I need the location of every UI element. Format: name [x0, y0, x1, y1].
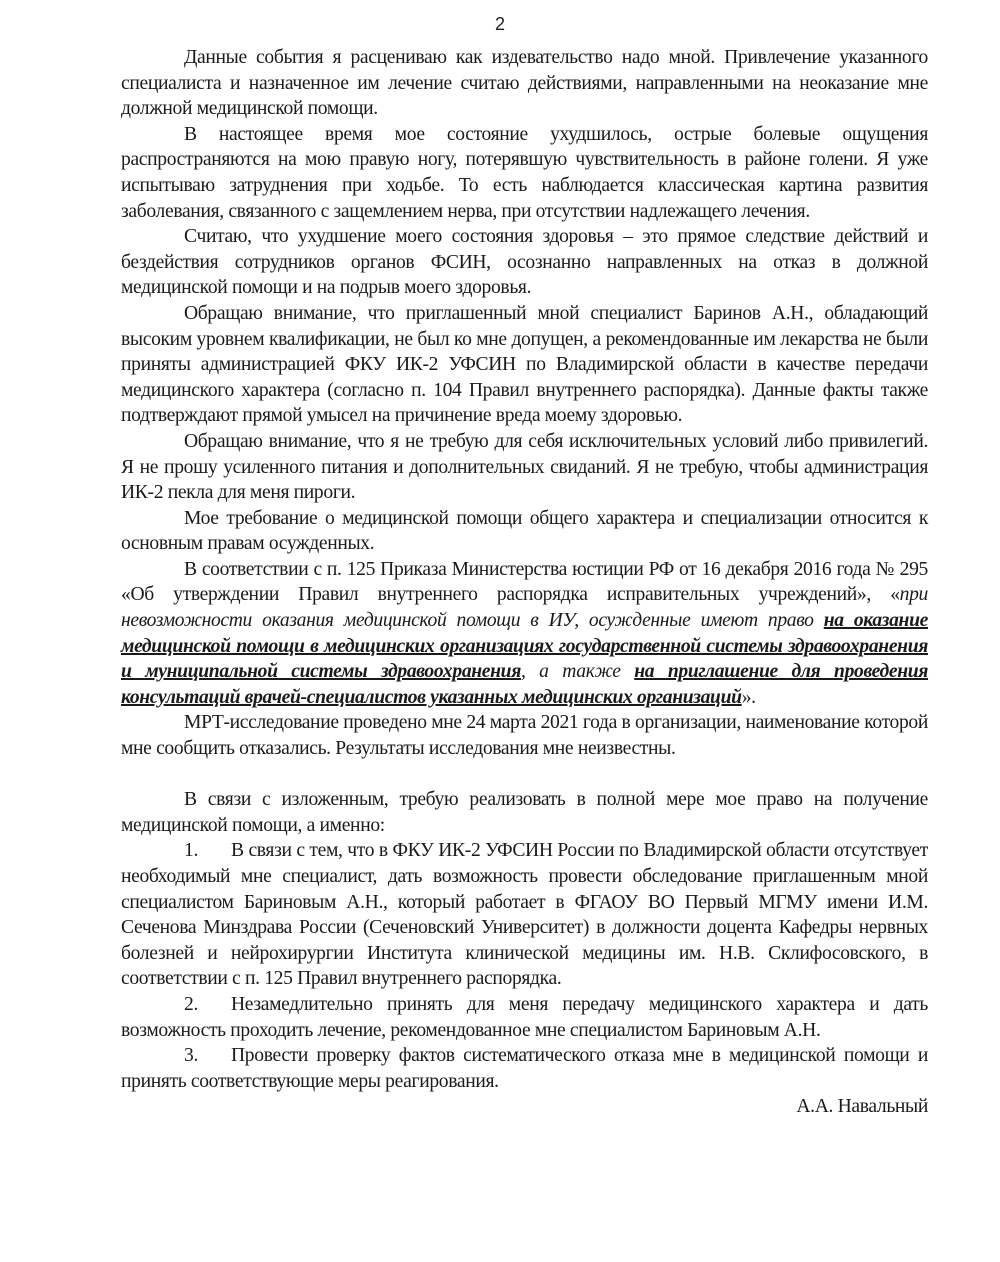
citation-italic-2: , а также: [520, 661, 635, 683]
citation-italic-1: при невозможности оказания медицинской помощи в ИУ, осужденные имеют право: [121, 584, 928, 632]
demand-item: [121, 992, 928, 1043]
paragraph-basic-rights: Мое требование о медицинской помощи общего характера и специализации относится к основным правам осужденных.: [121, 507, 928, 555]
paragraph-mockery: Данные события я расцениваю как издевательство надо мной. Привлечение указанного специалиста и назначенное им лечение считаю действиями, направленными на неоказание мне должной медицинской помощи.: [121, 47, 928, 120]
paragraph-legal-citation: [121, 557, 928, 711]
paragraph-demands-intro: В связи с изложенным, требую реализовать в полной мере мое право на получение медицинской помощи, а именно:: [121, 789, 928, 836]
demand-item: [121, 838, 928, 992]
signature: А.А. Навальный: [796, 1096, 928, 1118]
demand-number: 2.: [184, 993, 198, 1015]
paragraph-condition-worsened: В настоящее время мое состояние ухудшилось, острые болевые ощущения распространяются на мою правую ногу, потерявшую чувствительность в районе голени. Я уже испытываю затруднения при ходьбе. То есть наблюдается классическая картина развития заболевания, связанного с защемлением нерва, при отсутствии надлежащего лечения.: [121, 123, 928, 222]
citation-intro: В соответствии с п. 125 Приказа Министерства юстиции РФ от 16 декабря 2016 года № 295 «Об утверждении Правил внутреннего распорядка исправительных учреждений», «: [121, 558, 928, 606]
paragraph-specialist-denied: Обращаю внимание, что приглашенный мной специалист Баринов А.Н., обладающий высоким уровнем квалификации, не был ко мне допущен, а рекомендованные им лекарства не были приняты администрацией ФКУ ИК-2 УФСИН по Владимирской области в качестве передачи медицинского характера (согласно п. 104 Правил внутреннего распорядка). Данные факты также подтверждают прямой умысел на причинение вреда моему здоровью.: [121, 302, 928, 427]
demand-number: 1.: [184, 840, 198, 862]
demand-text: Незамедлительно принять для меня передачу медицинского характера и дать возможность проходить лечение, рекомендованное мне специалистом Бариновым А.Н.: [121, 993, 928, 1041]
citation-emphasis-1: на оказание медицинской помощи в медицинских организациях государственной системы здравоохранения и муниципальной системы здравоохранения: [121, 610, 928, 683]
page-number: 2: [494, 14, 505, 34]
demand-text: В связи с тем, что в ФКУ ИК-2 УФСИН России по Владимирской области отсутствует необходимый мне специалист, дать возможность провести обследование приглашенным мной специалистом Бариновым А.Н., который работает в ФГАОУ ВО Первый МГМУ имени И.М. Сеченова Минздрава России (Сеченовский Университет) в должности доцента Кафедры нервных болезней и нейрохирургии Института клинической медицины им. Н.В. Склифосовского, в соответствии с п. 125 Правил внутреннего распорядка.: [121, 840, 928, 990]
demand-number: 3.: [184, 1045, 198, 1067]
paragraph-mri: МРТ-исследование проведено мне 24 марта 2021 года в организации, наименование которой мне сообщить отказались. Результаты исследования мне неизвестны.: [121, 712, 928, 760]
citation-closing: ».: [741, 686, 756, 708]
citation-emphasis-2: на приглашение для проведения консультаций врачей-специалистов указанных медицинских организаций: [121, 661, 929, 708]
paragraph-no-privileges: Обращаю внимание, что я не требую для себя исключительных условий либо привилегий. Я не прошу усиленного питания и дополнительных свиданий. Я не требую, чтобы администрация ИК-2 пекла для меня пироги.: [121, 430, 928, 504]
blank-line: [121, 762, 928, 788]
demand-item: [121, 1043, 928, 1094]
demand-text: Провести проверку фактов систематического отказа мне в медицинской помощи и принять соответствующие меры реагирования.: [121, 1045, 928, 1092]
document-body: [121, 45, 928, 1120]
paragraph-fsin-responsibility: Считаю, что ухудшение моего состояния здоровья – это прямое следствие действий и бездействия сотрудников органов ФСИН, осознанно направленных на отказ в должной медицинской помощи и на подрыв моего здоровья.: [121, 226, 928, 299]
